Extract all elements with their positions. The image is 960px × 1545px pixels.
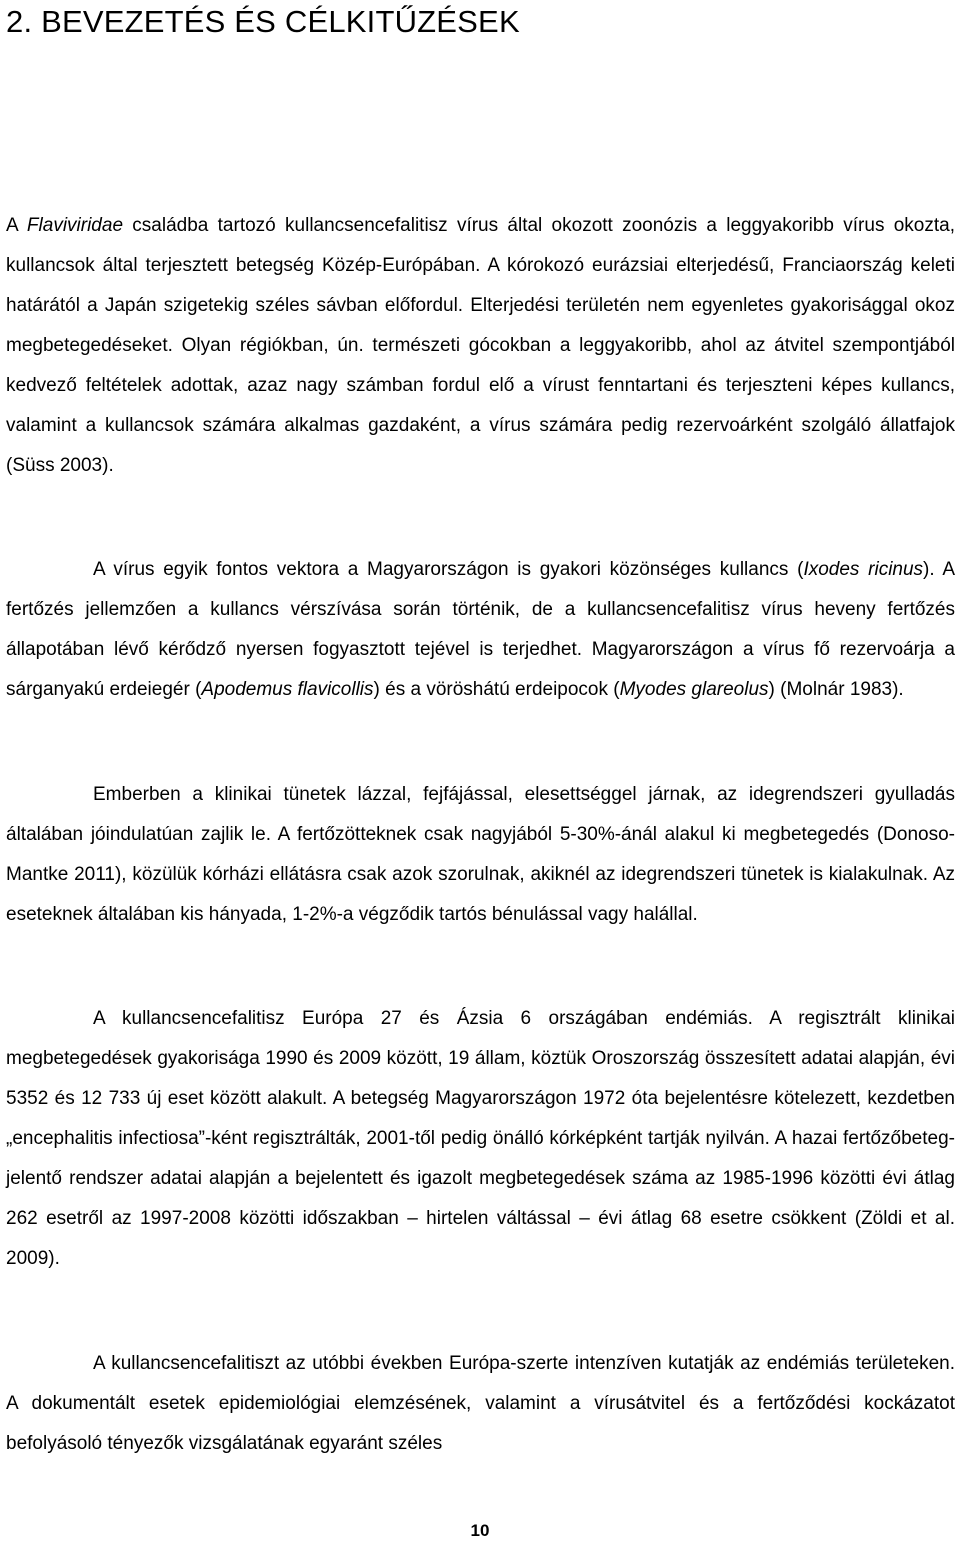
taxon-ixodes-ricinus: Ixodes ricinus: [803, 559, 924, 580]
paragraph-1-text-cont: családba tartozó kullancsencefalitisz vírus által okozott zoonózis a leggyakoribb vírus okozta, kullancsok által terjesztett betegség Közép-Európában. A kórokozó eurázsiai elterjedésű, Franciaország keleti határától a Japán szigetekig széles sávban előfordul. Elterjedési területén nem egyenletes gyakorisággal okoz megbetegedéseket. Olyan régiókban, ún. természeti gócokban a leggyakoribb, ahol az átvitel szempontjából kedvező feltételek adottak, azaz nagy számban fordul elő a vírust fenntartani és terjeszteni képes kullancs, valamint a kullancsok számára alkalmas gazdaként, a vírus számára pedig rezervoárként szolgáló állatfajok (Süss 2003).: [6, 215, 955, 476]
taxon-myodes-glareolus: Myodes glareolus: [619, 679, 769, 700]
paragraph-2-text-cont: ). A fertőzés jellemzően a kullancs vérszívása során történik, de a kullancsencefalitisz vírus heveny fertőzés állapotában lévő kérődző nyersen fogyasztott tejével is terjedhet. Magyarországon a vírus fő rezervoárja a sárganyakú erdeiegér (: [6, 559, 955, 700]
paragraph-2-text: A vírus egyik fontos vektora a Magyarországon is gyakori közönséges kullancs (: [93, 559, 804, 580]
page-number: 10: [470, 1521, 490, 1540]
taxon-apodemus-flavicollis: Apodemus flavicollis: [201, 679, 374, 700]
paragraph-2-text-cont-2: ) és a vöröshátú erdeipocok (: [373, 679, 620, 700]
paragraph-2-text-end: ) (Molnár 1983).: [768, 679, 904, 700]
paragraph-4-text: A kullancsencefalitisz Európa 27 és Ázsia 6 országában endémiás. A regisztrált klinikai megbetegedések gyakorisága 1990 és 2009 között, 19 állam, köztük Oroszország összesített adatai alapján, évi 5352 és 12 733 új eset között alakult. A betegség Magyarországon 1972 óta bejelentésre kötelezett, kezdetben „encephalitis infectiosa”-ként regisztrálták, 2001-től pedig önálló kórképként tartják nyilván. A hazai fertőzőbeteg-jelentő rendszer adatai alapján a bejelentett és igazolt megbetegedések száma az 1985-1996 közötti évi átlag 262 esetről az 1997-2008 közötti időszakban – hirtelen váltással – évi átlag 68 esetre csökkent (Zöldi et al. 2009).: [6, 1008, 955, 1269]
paragraph-4: [6, 999, 955, 1279]
paragraph-1-text: A: [6, 215, 27, 236]
paragraph-1: [6, 206, 955, 486]
paragraph-3: [6, 775, 955, 935]
paragraph-5: [6, 1344, 955, 1464]
section-heading: 2. BEVEZETÉS ÉS CÉLKITŰZÉSEK: [6, 4, 520, 39]
taxon-flaviviridae: Flaviviridae: [26, 215, 124, 236]
paragraph-2: [6, 550, 955, 710]
paragraph-3-text: Emberben a klinikai tünetek lázzal, fejfájással, elesettséggel járnak, az idegrendszeri gyulladás általában jóindulatúan zajlik le. A fertőzötteknek csak nagyjából 5-30%-ánál alakul ki megbetegedés (Donoso-Mantke 2011), közülük kórházi ellátásra csak azok szorulnak, akiknél az idegrendszeri tünetek is kialakulnak. Az eseteknek általában kis hányada, 1-2%-a végződik tartós bénulással vagy halállal.: [6, 784, 955, 925]
paragraph-5-text: A kullancsencefalitiszt az utóbbi években Európa-szerte intenzíven kutatják az endémiás területeken. A dokumentált esetek epidemiológiai elemzésének, valamint a vírusátvitel és a fertőződési kockázatot befolyásoló tényezők vizsgálatának egyaránt széles: [6, 1353, 955, 1454]
